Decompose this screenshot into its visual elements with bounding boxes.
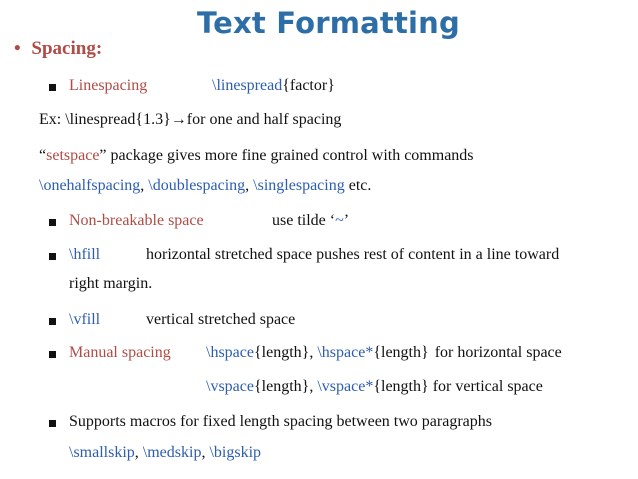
linespacing-line — [69, 77, 147, 95]
vspace-desc: for vertical space — [432, 378, 543, 395]
page-title: Text Formatting — [197, 6, 460, 40]
vfill-desc-line — [146, 311, 295, 329]
bullet-dot: • — [14, 38, 21, 59]
hfill-desc: horizontal stretched space pushes rest of content in a line toward — [146, 246, 560, 263]
arrow-right-icon: → — [170, 111, 187, 128]
linespread-arg: {factor} — [282, 77, 335, 94]
separator: , — [245, 177, 254, 194]
separator: , — [201, 444, 210, 461]
spacing-heading-label: Spacing: — [31, 38, 103, 59]
vspace-arg: {length}, — [253, 378, 318, 395]
macros-text: Supports macros for fixed length spacing between two paragraphs — [69, 413, 492, 430]
hspace-star-cmd: \hspace* — [317, 344, 374, 361]
square-bullet-icon — [49, 219, 56, 226]
nbsp-label-line — [69, 212, 204, 230]
square-bullet-icon — [49, 84, 56, 91]
square-bullet-icon — [49, 351, 56, 358]
hfill-cmd: \hfill — [69, 246, 101, 263]
nbsp-label: Non-breakable space — [69, 212, 204, 229]
setspace-etc: etc. — [344, 177, 372, 194]
hspace-line — [206, 344, 562, 362]
nbsp-desc-line — [272, 212, 349, 230]
vspace-star-arg: {length} — [373, 378, 429, 395]
skip-commands-line — [69, 444, 261, 462]
example-line — [39, 111, 341, 129]
doublespacing-cmd: \doublespacing — [148, 177, 246, 194]
spacing-heading — [14, 38, 102, 60]
onehalfspacing-cmd: \onehalfspacing — [39, 177, 141, 194]
linespread-cmd: \linespread — [212, 77, 283, 94]
separator: , — [134, 444, 143, 461]
hspace-cmd: \hspace — [206, 344, 254, 361]
quote-open: “ — [39, 147, 47, 164]
hfill-cmd-line — [69, 246, 100, 264]
hspace-arg: {length}, — [253, 344, 318, 361]
example-text: Ex: \linespread{1.3} — [39, 111, 171, 128]
setspace-line-2 — [39, 177, 371, 195]
tilde-symbol: ~ — [335, 212, 344, 229]
hfill-desc-line — [146, 246, 559, 264]
vfill-cmd-line — [69, 311, 100, 329]
hspace-desc: for horizontal space — [434, 344, 562, 361]
vfill-cmd: \vfill — [69, 311, 101, 328]
square-bullet-icon — [49, 318, 56, 325]
linespacing-label: Linespacing — [69, 77, 148, 94]
vfill-desc: vertical stretched space — [146, 311, 296, 328]
separator: , — [140, 177, 149, 194]
vspace-line — [206, 378, 543, 396]
setspace-rest: package gives more fine grained control with commands — [106, 147, 474, 164]
hfill-cont-line — [69, 275, 152, 293]
nbsp-desc: use tilde ‘ — [272, 212, 336, 229]
linespread-command — [212, 77, 335, 95]
hspace-star-arg: {length} — [373, 344, 429, 361]
quote-close: ” — [99, 147, 107, 164]
hfill-cont: right margin. — [69, 275, 153, 292]
setspace-package: setspace — [46, 147, 100, 164]
manual-label: Manual spacing — [69, 344, 171, 361]
vspace-cmd: \vspace — [206, 378, 254, 395]
setspace-line-1 — [39, 147, 474, 165]
square-bullet-icon — [49, 420, 56, 427]
example-rest: for one and half spacing — [186, 111, 342, 128]
nbsp-close: ’ — [343, 212, 350, 229]
smallskip-cmd: \smallskip — [69, 444, 135, 461]
manual-label-line — [69, 344, 171, 362]
medskip-cmd: \medskip — [142, 444, 202, 461]
square-bullet-icon — [49, 253, 56, 260]
singlespacing-cmd: \singlespacing — [253, 177, 345, 194]
macros-line — [69, 413, 492, 431]
bigskip-cmd: \bigskip — [209, 444, 262, 461]
vspace-star-cmd: \vspace* — [317, 378, 374, 395]
